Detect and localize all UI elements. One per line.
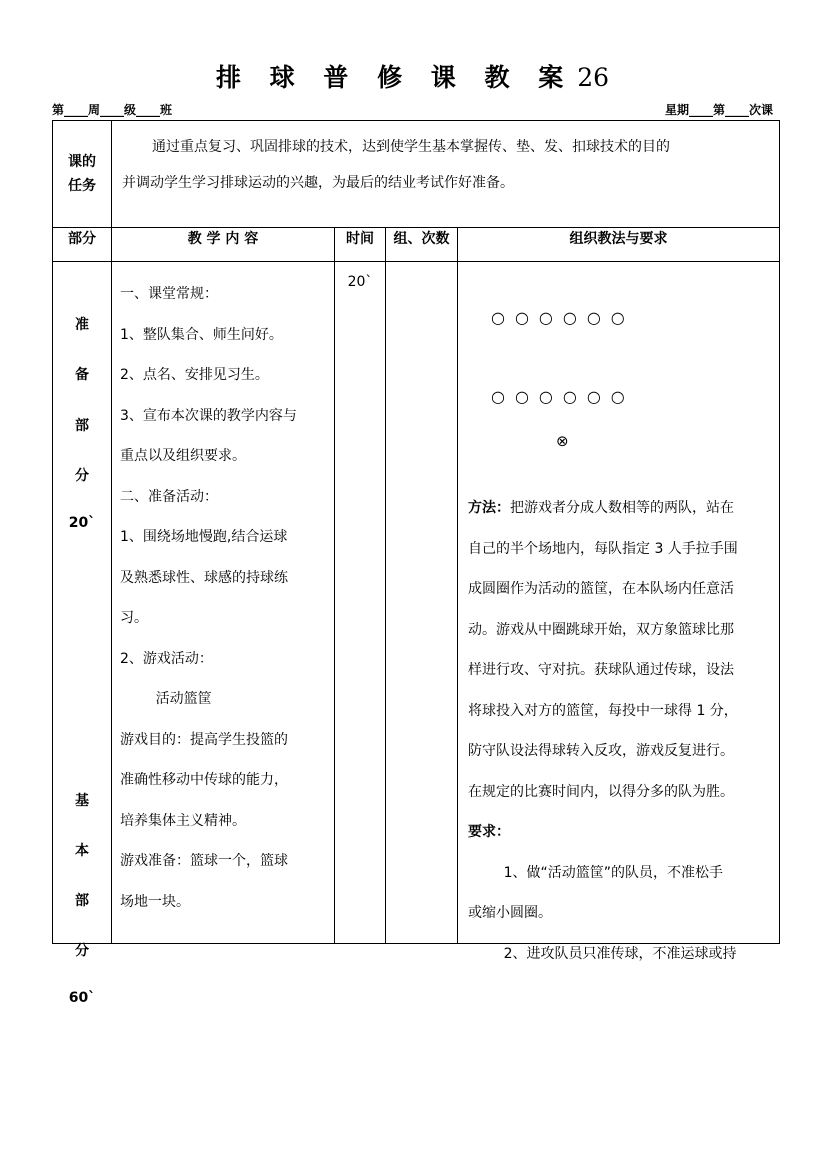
content-line: 场地一块。 (120, 893, 190, 910)
session-info: 星期____第____次课 (664, 103, 773, 117)
col-group: 组、次数 (386, 228, 458, 262)
requirement-label: 要求： (468, 824, 510, 840)
method-label: 方法： (468, 500, 510, 516)
content-column (112, 262, 335, 944)
content-line: 活动篮筐 (120, 691, 212, 707)
prep-section-time: 20` (68, 515, 96, 531)
group-column (386, 262, 458, 944)
content-line: 一、课堂常规： (120, 286, 218, 302)
requirement-line: 或缩小圆圈。 (468, 905, 552, 921)
method-line: 自己的半个场地内，每队指定 3 人手拉手围 (468, 540, 738, 557)
prep-section-char: 分 (75, 468, 89, 484)
content-line: 二、准备活动： (120, 488, 218, 505)
task-description: 通过重点复习、巩固排球的技术，达到使学生基本掌握传、垫、发、扣球技术的目的 并调动学生学习排球运动的兴趣，为最后的结业考试作好准备。 (112, 121, 780, 228)
prep-section-char: 部 (75, 418, 89, 434)
formation-row-2: ○○○○○○ (491, 387, 635, 406)
class-info: 第____周____级____班 (52, 103, 173, 117)
content-line: 习。 (120, 610, 148, 626)
page-title: 排 球 普 修 课 教 案 26 (215, 63, 610, 92)
basic-section-char: 基 (75, 793, 89, 809)
method-line: 样进行攻、守对抗。获球队通过传球，设法 (468, 662, 734, 678)
method-line: 防守队设法得球转入反攻，游戏反复进行。 (468, 743, 734, 759)
content-line: 重点以及组织要求。 (120, 448, 246, 464)
method-line: 动。游戏从中圈跳球开始，双方象篮球比那 (468, 621, 734, 638)
content-line: 2、点名、安排见习生。 (120, 367, 269, 383)
time-value: 20` (335, 262, 386, 944)
requirement-line: 2、进攻队员只准传球，不准运球或持 (468, 945, 737, 962)
task-label: 课的 任务 (53, 121, 112, 228)
section-column (53, 262, 112, 1006)
content-line: 3、宣布本次课的教学内容与 (120, 407, 297, 424)
basic-section-char: 分 (75, 943, 89, 959)
requirement-line: 1、做“活动篮筐”的队员，不准松手 (468, 864, 724, 881)
lesson-plan-table (52, 120, 780, 1006)
content-line: 游戏目的：提高学生投篮的 (120, 731, 288, 748)
basic-section-time: 60` (68, 990, 96, 1006)
prep-section-char: 备 (75, 367, 89, 383)
basic-section-char: 本 (75, 843, 89, 859)
basic-section-char: 部 (75, 893, 89, 909)
method-line: 成圆圈作为活动的篮筐，在本队场内任意活 (468, 581, 734, 597)
content-line: 1、围绕场地慢跑,结合运球 (120, 529, 288, 545)
content-line: 游戏准备：篮球一个，篮球 (120, 853, 288, 869)
content-line: 2、游戏活动： (120, 650, 213, 667)
formation-row-1: ○○○○○○ (491, 308, 635, 327)
method-column (458, 262, 780, 962)
method-line: 在规定的比赛时间内，以得分多的队为胜。 (468, 783, 734, 800)
col-part: 部分 (53, 228, 112, 262)
teacher-marker-icon: ⊗ (556, 432, 569, 450)
content-line: 1、整队集合、师生问好。 (120, 326, 283, 343)
col-method: 组织教法与要求 (458, 228, 780, 262)
method-line: 把游戏者分成人数相等的两队，站在 (510, 500, 734, 516)
col-time: 时间 (335, 228, 386, 262)
method-line: 将球投入对方的篮筐，每投中一球得 1 分， (468, 702, 738, 719)
content-line: 培养集体主义精神。 (120, 812, 246, 829)
col-content: 教 学 内 容 (112, 228, 335, 262)
content-line: 及熟悉球性、球感的持球练 (120, 569, 288, 586)
prep-section-char: 准 (75, 317, 89, 333)
content-line: 准确性移动中传球的能力， (120, 772, 288, 788)
